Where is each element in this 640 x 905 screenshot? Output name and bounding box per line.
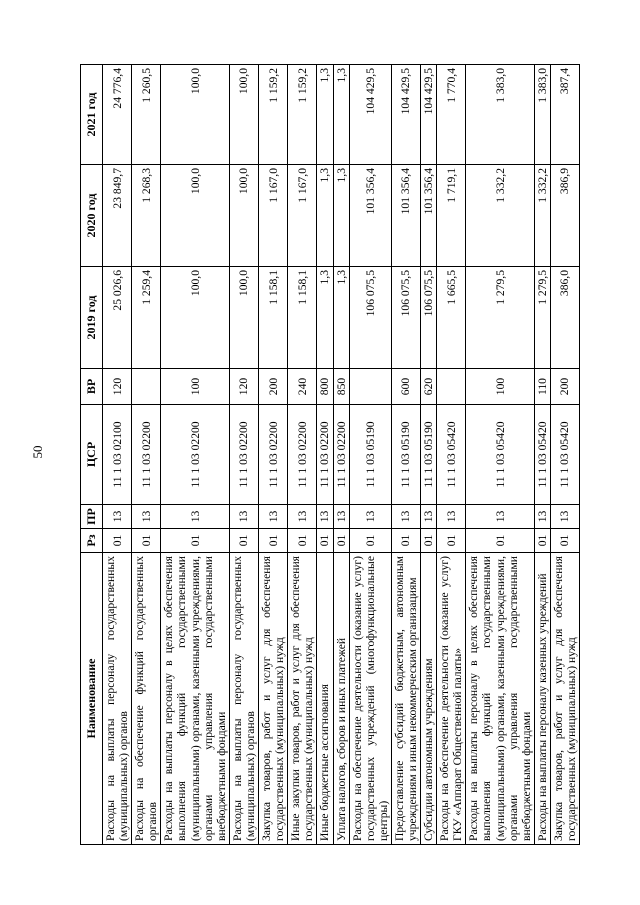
- budget-table: [80, 64, 580, 845]
- cell-name: Закупка товаров, работ и услуг для обеспечения государственных (муниципальных) нужд: [259, 553, 288, 845]
- table-row: [466, 65, 534, 845]
- cell-csr: 11 1 03 05190: [349, 405, 391, 505]
- table-row: [421, 65, 437, 845]
- cell-name: Расходы на обеспечение деятельности (оказание услуг) ГКУ «Аппарат Общественной палаты»: [437, 553, 466, 845]
- cell-vr: 620: [421, 369, 437, 405]
- cell-2020: 1 268,3: [132, 165, 161, 267]
- table-row: [229, 65, 258, 845]
- cell-name: Расходы на выплаты персоналу в целях обеспечения выполнения функций государственными (муниципальными) органами, казенными учреждениями, органами управления государственными внебюджетными фондами: [466, 553, 534, 845]
- cell-2020: 1 167,0: [288, 165, 317, 267]
- cell-pr: 13: [466, 505, 534, 529]
- cell-name: Расходы на выплаты персоналу государственных (муниципальных) органов: [229, 553, 258, 845]
- cell-rz: 01: [437, 529, 466, 553]
- cell-vr: 100: [466, 369, 534, 405]
- cell-rz: 01: [103, 529, 132, 553]
- table-row: [550, 65, 579, 845]
- table-row: [349, 65, 391, 845]
- cell-pr: 13: [437, 505, 466, 529]
- cell-rz: 01: [466, 529, 534, 553]
- header-rz: Рз: [81, 529, 103, 553]
- header-name: Наименование: [81, 553, 103, 845]
- table-header: [81, 65, 103, 845]
- cell-rz: 01: [391, 529, 420, 553]
- table-row: [132, 65, 161, 845]
- cell-csr: 11 1 03 02200: [161, 405, 229, 505]
- cell-2020: 1 167,0: [259, 165, 288, 267]
- header-2019: 2019 год: [81, 267, 103, 369]
- cell-csr: 11 1 03 05190: [421, 405, 437, 505]
- cell-csr: 11 1 03 05420: [550, 405, 579, 505]
- cell-name: Иные бюджетные ассигнования: [317, 553, 333, 845]
- cell-rz: 01: [132, 529, 161, 553]
- cell-csr: 11 1 03 02200: [333, 405, 349, 505]
- header-csr: ЦСР: [81, 405, 103, 505]
- cell-vr: 240: [288, 369, 317, 405]
- cell-rz: 01: [229, 529, 258, 553]
- cell-pr: 13: [288, 505, 317, 529]
- cell-rz: 01: [550, 529, 579, 553]
- cell-rz: 01: [161, 529, 229, 553]
- cell-2021: 1,3: [317, 65, 333, 165]
- cell-pr: 13: [259, 505, 288, 529]
- cell-vr: 600: [391, 369, 420, 405]
- cell-2020: 101 356,4: [391, 165, 420, 267]
- cell-2021: 1 159,2: [259, 65, 288, 165]
- cell-name: Расходы на выплаты персоналу государственных (муниципальных) органов: [103, 553, 132, 845]
- cell-csr: 11 1 03 02200: [317, 405, 333, 505]
- cell-pr: 13: [161, 505, 229, 529]
- cell-2021: 1 383,0: [466, 65, 534, 165]
- cell-csr: 11 1 03 02200: [132, 405, 161, 505]
- cell-name: Расходы на выплаты персоналу в целях обеспечения выполнения функций государственными (муниципальными) органами, казенными учреждениями, органами управления государственными внебюджетными фондами: [161, 553, 229, 845]
- cell-name: Субсидии автономным учреждениям: [421, 553, 437, 845]
- table-row: [103, 65, 132, 845]
- cell-2020: 100,0: [161, 165, 229, 267]
- cell-2021: 104 429,5: [349, 65, 391, 165]
- header-pr: ПР: [81, 505, 103, 529]
- table-row: [534, 65, 550, 845]
- table-body: [103, 65, 580, 845]
- cell-2020: 100,0: [229, 165, 258, 267]
- cell-rz: 01: [421, 529, 437, 553]
- cell-2019: 1 665,5: [437, 267, 466, 369]
- cell-csr: 11 1 03 02200: [259, 405, 288, 505]
- table-row: [288, 65, 317, 845]
- cell-name: Уплата налогов, сборов и иных платежей: [333, 553, 349, 845]
- cell-name: Расходы на обеспечение функций государственных органов: [132, 553, 161, 845]
- cell-2020: 101 356,4: [421, 165, 437, 267]
- table-row: [259, 65, 288, 845]
- cell-rz: 01: [333, 529, 349, 553]
- cell-rz: 01: [349, 529, 391, 553]
- cell-2019: 25 026,6: [103, 267, 132, 369]
- cell-vr: 850: [333, 369, 349, 405]
- cell-pr: 13: [391, 505, 420, 529]
- cell-2021: 1 770,4: [437, 65, 466, 165]
- cell-vr: 110: [534, 369, 550, 405]
- cell-2019: 386,0: [550, 267, 579, 369]
- cell-2020: 101 356,4: [349, 165, 391, 267]
- cell-2020: 1 719,1: [437, 165, 466, 267]
- cell-vr: [349, 369, 391, 405]
- cell-vr: 200: [550, 369, 579, 405]
- cell-pr: 13: [550, 505, 579, 529]
- table-row: [391, 65, 420, 845]
- cell-pr: 13: [421, 505, 437, 529]
- cell-2021: 104 429,5: [391, 65, 420, 165]
- cell-csr: 11 1 03 02200: [288, 405, 317, 505]
- cell-vr: 120: [103, 369, 132, 405]
- cell-csr: 11 1 03 05420: [437, 405, 466, 505]
- cell-2020: 23 849,7: [103, 165, 132, 267]
- cell-name: Иные закупки товаров, работ и услуг для обеспечения государственных (муниципальных) нужд: [288, 553, 317, 845]
- cell-2019: 1 259,4: [132, 267, 161, 369]
- cell-csr: 11 1 03 05190: [391, 405, 420, 505]
- cell-2020: 1,3: [317, 165, 333, 267]
- cell-pr: 13: [333, 505, 349, 529]
- cell-2019: 1,3: [333, 267, 349, 369]
- cell-2020: 386,9: [550, 165, 579, 267]
- header-2021: 2021 год: [81, 65, 103, 165]
- cell-csr: 11 1 03 05420: [466, 405, 534, 505]
- cell-2019: 1,3: [317, 267, 333, 369]
- cell-rz: 01: [317, 529, 333, 553]
- cell-2019: 1 279,5: [534, 267, 550, 369]
- cell-rz: 01: [288, 529, 317, 553]
- table-row: [161, 65, 229, 845]
- cell-vr: [132, 369, 161, 405]
- cell-vr: [437, 369, 466, 405]
- cell-vr: 800: [317, 369, 333, 405]
- header-row: [81, 65, 103, 845]
- cell-vr: 100: [161, 369, 229, 405]
- cell-pr: 13: [534, 505, 550, 529]
- cell-2020: 1 332,2: [466, 165, 534, 267]
- cell-2019: 106 075,5: [349, 267, 391, 369]
- table-row: [437, 65, 466, 845]
- cell-2019: 100,0: [229, 267, 258, 369]
- cell-2019: 106 075,5: [391, 267, 420, 369]
- cell-name: Расходы на обеспечение деятельности (оказание услуг) государственных учреждений (многофункциональные центры): [349, 553, 391, 845]
- cell-2021: 1 159,2: [288, 65, 317, 165]
- cell-name: Расходы на выплаты персоналу казенных учреждений: [534, 553, 550, 845]
- cell-2021: 1 383,0: [534, 65, 550, 165]
- cell-csr: 11 1 03 02200: [229, 405, 258, 505]
- cell-rz: 01: [534, 529, 550, 553]
- cell-2019: 100,0: [161, 267, 229, 369]
- cell-pr: 13: [132, 505, 161, 529]
- cell-pr: 13: [349, 505, 391, 529]
- cell-2019: 1 279,5: [466, 267, 534, 369]
- cell-2021: 387,4: [550, 65, 579, 165]
- cell-csr: 11 1 03 05420: [534, 405, 550, 505]
- cell-2021: 1 260,5: [132, 65, 161, 165]
- cell-csr: 11 1 03 02100: [103, 405, 132, 505]
- cell-2019: 1 158,1: [288, 267, 317, 369]
- cell-pr: 13: [317, 505, 333, 529]
- cell-2021: 1,3: [333, 65, 349, 165]
- cell-2020: 1 332,2: [534, 165, 550, 267]
- header-vr: ВР: [81, 369, 103, 405]
- cell-pr: 13: [103, 505, 132, 529]
- cell-vr: 120: [229, 369, 258, 405]
- cell-name: Закупка товаров, работ и услуг для обеспечения государственных (муниципальных) нужд: [550, 553, 579, 845]
- cell-2021: 104 429,5: [421, 65, 437, 165]
- cell-2021: 100,0: [229, 65, 258, 165]
- header-2020: 2020 год: [81, 165, 103, 267]
- cell-vr: 200: [259, 369, 288, 405]
- cell-name: Предоставление субсидий бюджетным, автономным учреждениям и иным некоммерческим организациям: [391, 553, 420, 845]
- cell-2021: 100,0: [161, 65, 229, 165]
- table-row: [333, 65, 349, 845]
- cell-pr: 13: [229, 505, 258, 529]
- page-number: 50: [30, 445, 45, 459]
- cell-2021: 24 776,4: [103, 65, 132, 165]
- table-row: [317, 65, 333, 845]
- cell-rz: 01: [259, 529, 288, 553]
- cell-2019: 106 075,5: [421, 267, 437, 369]
- rotated-table-container: [80, 65, 578, 845]
- cell-2019: 1 158,1: [259, 267, 288, 369]
- cell-2020: 1,3: [333, 165, 349, 267]
